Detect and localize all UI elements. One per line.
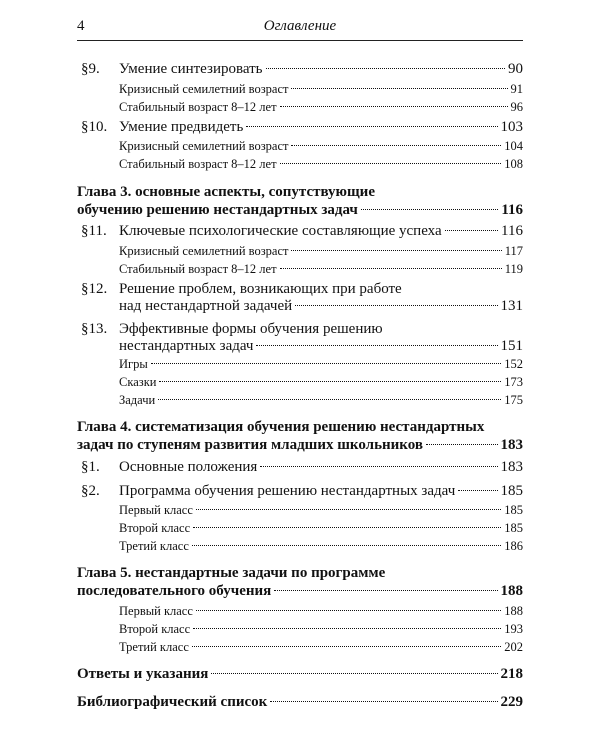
section-title: Решение проблем, возникающих при работе (119, 281, 402, 297)
section-number: §9. (81, 61, 100, 77)
section-title: Ключевые психологические составляющие успеха (119, 223, 442, 239)
chapter-title-line: обучению решению нестандартных задач (77, 202, 358, 218)
leader-dots (266, 68, 505, 69)
chapter-title-line: задач по ступеням развития младших школьников (77, 437, 423, 453)
section-title: Умение предвидеть (119, 119, 244, 135)
page-ref: 108 (504, 157, 523, 171)
subsection-title: Первый класс (119, 604, 193, 618)
toc-bibliography[interactable] (77, 694, 523, 711)
toc-section-11[interactable] (77, 223, 523, 240)
page-number: 4 (77, 18, 85, 34)
leader-dots (291, 88, 507, 89)
page-header (77, 18, 523, 41)
leader-dots (193, 527, 501, 528)
section-number: §1. (81, 459, 100, 475)
page-ref: 183 (500, 459, 523, 475)
leader-dots (274, 590, 497, 591)
leader-dots (192, 646, 501, 647)
leader-dots (445, 230, 498, 231)
toc-chapter-3[interactable] (77, 183, 523, 219)
page-ref: 188 (504, 604, 523, 618)
leader-dots (256, 345, 497, 346)
subsection-title: Кризисный семилетний возраст (119, 82, 289, 96)
subsection-title: Задачи (119, 393, 156, 407)
toc-subsection[interactable] (77, 503, 523, 518)
toc-chapter4-section-1[interactable] (77, 459, 523, 476)
page-ref: 103 (500, 119, 523, 135)
toc-subsection[interactable] (77, 640, 523, 655)
toc-subsection[interactable] (77, 262, 523, 277)
leader-dots (260, 466, 497, 467)
leader-dots (280, 268, 502, 269)
toc-subsection[interactable] (77, 244, 523, 259)
leader-dots (291, 145, 501, 146)
leader-dots (196, 610, 501, 611)
toc-subsection[interactable] (77, 604, 523, 619)
page-ref: 90 (508, 61, 523, 77)
toc-section-9[interactable] (77, 61, 523, 78)
chapter-title-line: последовательного обучения (77, 583, 272, 599)
toc-subsection[interactable] (77, 139, 523, 154)
page-ref: 151 (500, 338, 523, 354)
section-number: §12. (81, 281, 108, 297)
leader-dots (151, 363, 501, 364)
subsection-title: Третий класс (119, 640, 189, 654)
page-ref: 116 (501, 202, 523, 218)
subsection-title: Второй класс (119, 521, 191, 535)
toc-subsection[interactable] (77, 521, 523, 536)
chapter-title-line: Глава 3. основные аспекты, сопутствующие (77, 184, 375, 200)
page-ref: 185 (504, 503, 523, 517)
page-ref: 193 (504, 622, 523, 636)
page-ref: 185 (500, 483, 523, 499)
toc-section-10[interactable] (77, 119, 523, 136)
section-title: Программа обучения решению нестандартных задач (119, 483, 456, 499)
section-number: §11. (81, 223, 107, 239)
section-title: Умение синтезировать (119, 61, 263, 77)
entry-title: Ответы и указания (77, 666, 209, 682)
page-ref: 175 (504, 393, 523, 407)
subsection-title: Стабильный возраст 8–12 лет (119, 262, 277, 276)
section-title: Эффективные формы обучения решению (119, 321, 383, 337)
page-ref: 202 (504, 640, 523, 654)
toc-subsection[interactable] (77, 100, 523, 115)
toc-answers[interactable] (77, 666, 523, 683)
leader-dots (246, 126, 497, 127)
toc-subsection[interactable] (77, 393, 523, 408)
chapter-title-line: Глава 4. систематизация обучения решению нестандартных (77, 419, 485, 435)
subsection-title: Третий класс (119, 539, 189, 553)
entry-title: Библиографический список (77, 694, 268, 710)
page-ref: 183 (500, 437, 523, 453)
subsection-title: Стабильный возраст 8–12 лет (119, 100, 277, 114)
subsection-title: Первый класс (119, 503, 193, 517)
leader-dots (280, 163, 502, 164)
page-ref: 104 (504, 139, 523, 153)
subsection-title: Кризисный семилетний возраст (119, 139, 289, 153)
page-ref: 188 (500, 583, 523, 599)
page-ref: 116 (501, 223, 523, 239)
subsection-title: Второй класс (119, 622, 191, 636)
page-ref: 185 (504, 521, 523, 535)
toc-chapter4-section-2[interactable] (77, 483, 523, 500)
page-ref: 173 (504, 375, 523, 389)
leader-dots (158, 399, 501, 400)
toc-subsection[interactable] (77, 539, 523, 554)
section-number: §2. (81, 483, 100, 499)
toc-subsection[interactable] (77, 82, 523, 97)
page-ref: 186 (504, 539, 523, 553)
leader-dots (211, 673, 497, 674)
section-title-cont: над нестандартной задачей (119, 298, 293, 314)
leader-dots (426, 444, 498, 445)
page-ref: 229 (500, 694, 523, 710)
subsection-title: Стабильный возраст 8–12 лет (119, 157, 277, 171)
toc-subsection[interactable] (77, 375, 523, 390)
chapter-title-line: Глава 5. нестандартные задачи по программе (77, 565, 386, 581)
page-ref: 96 (510, 100, 523, 114)
section-title-cont: нестандартных задач (119, 338, 254, 354)
page-ref: 131 (500, 298, 523, 314)
leader-dots (159, 381, 501, 382)
page-ref: 117 (504, 244, 523, 258)
leader-dots (192, 545, 501, 546)
page-ref: 152 (504, 357, 523, 371)
page-ref: 91 (510, 82, 523, 96)
leader-dots (458, 490, 497, 491)
leader-dots (295, 305, 497, 306)
toc-subsection[interactable] (77, 357, 523, 372)
subsection-title: Игры (119, 357, 148, 371)
leader-dots (196, 509, 501, 510)
leader-dots (361, 209, 498, 210)
subsection-title: Кризисный семилетний возраст (119, 244, 289, 258)
leader-dots (270, 701, 497, 702)
section-title: Основные положения (119, 459, 258, 475)
page-ref: 218 (500, 666, 523, 682)
toc-subsection[interactable] (77, 157, 523, 172)
toc-subsection[interactable] (77, 622, 523, 637)
toc-section-13[interactable] (77, 321, 523, 355)
section-number: §10. (81, 119, 108, 135)
page-ref: 119 (504, 262, 523, 276)
toc-chapter-5[interactable] (77, 564, 523, 600)
toc-section-12[interactable] (77, 281, 523, 315)
leader-dots (291, 250, 501, 251)
subsection-title: Сказки (119, 375, 157, 389)
running-title: Оглавление (263, 18, 337, 34)
toc-chapter-4[interactable] (77, 418, 523, 454)
leader-dots (193, 628, 501, 629)
leader-dots (280, 106, 508, 107)
section-number: §13. (81, 321, 108, 337)
